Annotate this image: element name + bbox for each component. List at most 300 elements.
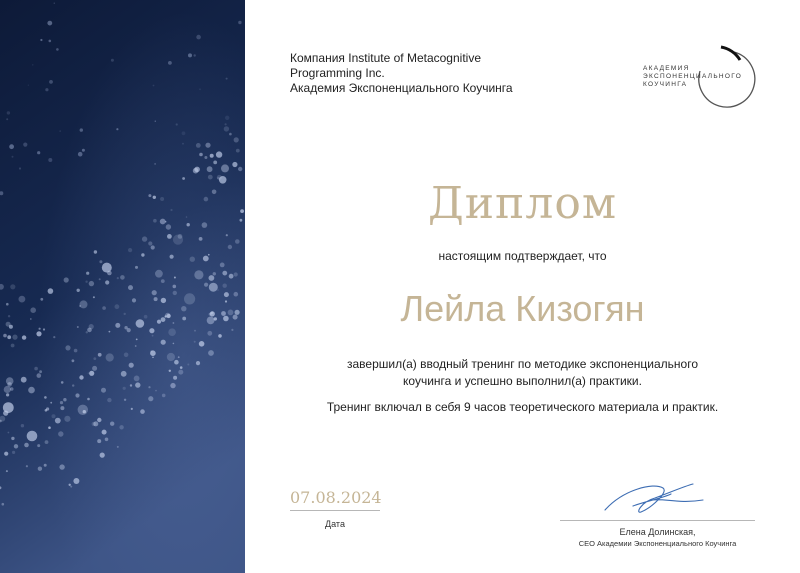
bokeh-dot xyxy=(238,21,241,24)
bokeh-dot xyxy=(127,328,131,332)
bokeh-dot xyxy=(6,470,8,472)
completion-statement: завершил(а) вводный тренинг по методике экспоненциального коучинга и успешно выполнил(а) практики. xyxy=(346,357,699,388)
bokeh-dot xyxy=(182,177,185,180)
bokeh-dot xyxy=(199,237,203,241)
bokeh-dot xyxy=(99,278,101,280)
logo-line: АКАДЕМИЯ xyxy=(643,65,690,72)
bokeh-dot xyxy=(199,153,203,157)
bokeh-dot xyxy=(240,219,243,222)
bokeh-dot xyxy=(238,167,242,171)
bokeh-dot xyxy=(11,437,14,440)
bokeh-dot xyxy=(161,298,166,303)
bokeh-dot xyxy=(196,143,201,148)
bokeh-dot xyxy=(209,275,215,281)
bokeh-dot xyxy=(134,376,140,382)
bokeh-dot xyxy=(64,416,70,422)
bokeh-dot xyxy=(93,357,96,360)
bokeh-dot xyxy=(111,59,114,62)
bokeh-dot xyxy=(77,289,80,292)
bokeh-dot xyxy=(9,325,13,329)
bokeh-dot xyxy=(223,316,229,322)
bokeh-dot xyxy=(225,116,229,120)
bokeh-dot xyxy=(102,263,112,273)
bokeh-dot xyxy=(129,363,134,368)
bokeh-dot xyxy=(102,306,106,310)
bokeh-dot xyxy=(167,314,171,318)
bokeh-dot xyxy=(167,353,175,361)
bokeh-dot xyxy=(89,371,94,376)
issuer-line: Компания Institute of Metacognitive xyxy=(290,51,481,65)
bokeh-dot xyxy=(144,315,148,319)
bokeh-dot xyxy=(27,431,38,442)
bokeh-dot xyxy=(72,359,75,362)
bokeh-dot xyxy=(83,410,86,413)
bokeh-dot xyxy=(99,260,102,263)
bokeh-dot xyxy=(132,298,136,302)
bokeh-dot xyxy=(173,343,175,345)
bokeh-dot xyxy=(82,149,85,152)
bokeh-dot xyxy=(204,197,209,202)
bokeh-dot xyxy=(205,143,210,148)
bokeh-dot xyxy=(6,393,9,396)
bokeh-dot xyxy=(184,293,195,304)
bokeh-dot xyxy=(207,317,215,325)
bokeh-dot xyxy=(153,219,157,223)
bokeh-dot xyxy=(48,288,54,294)
bokeh-dot xyxy=(169,370,171,372)
bokeh-dot xyxy=(9,144,14,149)
bokeh-dot xyxy=(115,323,120,328)
bokeh-dot xyxy=(194,341,196,343)
bokeh-dot xyxy=(140,409,145,414)
bokeh-dot xyxy=(231,329,233,331)
logo-wordmark xyxy=(643,65,742,89)
bokeh-dot xyxy=(52,414,56,418)
bokeh-dot xyxy=(4,386,11,393)
bokeh-dot xyxy=(222,271,227,276)
bokeh-dot xyxy=(174,277,176,279)
bokeh-dot xyxy=(141,253,144,256)
bokeh-dot xyxy=(173,322,175,324)
date-underline xyxy=(290,510,380,511)
bokeh-dot xyxy=(149,328,154,333)
bokeh-dot xyxy=(26,465,28,467)
bokeh-dot xyxy=(178,356,180,358)
bokeh-dot xyxy=(211,312,214,315)
bokeh-dot xyxy=(221,164,229,172)
bokeh-dot xyxy=(106,353,114,361)
bokeh-dot xyxy=(173,285,177,289)
bokeh-dot xyxy=(93,296,95,298)
bokeh-dot xyxy=(74,349,78,353)
bokeh-dot xyxy=(207,166,213,172)
logo-line: КОУЧИНГА xyxy=(643,81,688,88)
bokeh-dot xyxy=(54,3,55,4)
bokeh-dot xyxy=(80,128,83,131)
bokeh-dot xyxy=(100,453,105,458)
bokeh-dot xyxy=(110,422,114,426)
bokeh-dot xyxy=(136,319,145,328)
bokeh-dot xyxy=(176,123,178,125)
bokeh-dot xyxy=(69,484,71,486)
bokeh-dot xyxy=(121,371,127,377)
bokeh-dot xyxy=(117,446,119,448)
bokeh-dot xyxy=(212,190,217,195)
bokeh-dot xyxy=(28,85,29,86)
bokeh-dot xyxy=(178,370,183,375)
bokeh-dot xyxy=(170,209,172,211)
bokeh-dot xyxy=(160,197,164,201)
bokeh-dot xyxy=(221,311,226,316)
decorative-bokeh-panel xyxy=(0,0,245,573)
bokeh-dot xyxy=(30,307,36,313)
bokeh-dot xyxy=(161,317,166,322)
bokeh-dot xyxy=(7,432,9,434)
bokeh-dot xyxy=(180,366,183,369)
issue-date: 07.08.2024 xyxy=(290,488,382,507)
bokeh-dot xyxy=(174,360,179,365)
bokeh-dot xyxy=(170,383,175,388)
bokeh-dot xyxy=(153,85,155,87)
bokeh-dot xyxy=(165,315,167,317)
bokeh-dot xyxy=(152,357,154,359)
bokeh-dot xyxy=(232,162,237,167)
bokeh-dot xyxy=(142,236,147,241)
bokeh-dot xyxy=(40,298,43,301)
bokeh-dot xyxy=(130,384,132,386)
bokeh-dot xyxy=(229,274,234,279)
bokeh-dot xyxy=(168,61,172,65)
bokeh-dot xyxy=(80,300,88,308)
bokeh-dot xyxy=(240,209,244,213)
bokeh-dot xyxy=(6,303,9,306)
bokeh-dot xyxy=(48,158,52,162)
bokeh-dot xyxy=(208,254,210,256)
bokeh-dot xyxy=(63,398,66,401)
bokeh-dot xyxy=(39,328,41,330)
bokeh-dot xyxy=(148,386,150,388)
bokeh-dot xyxy=(30,318,32,320)
bokeh-dot xyxy=(47,21,52,26)
bokeh-dot xyxy=(224,292,229,297)
bokeh-dot xyxy=(196,35,201,40)
bokeh-dot xyxy=(199,341,205,347)
bokeh-dot xyxy=(70,486,72,488)
bokeh-dot xyxy=(24,443,29,448)
bokeh-dot xyxy=(150,350,152,352)
bokeh-dot xyxy=(136,339,138,341)
bokeh-dot xyxy=(85,281,87,283)
signature-underline xyxy=(560,520,755,521)
bokeh-dot xyxy=(21,424,24,427)
bokeh-dot xyxy=(48,426,51,429)
bokeh-dot xyxy=(182,131,186,135)
bokeh-dot xyxy=(187,364,189,366)
bokeh-dot xyxy=(37,151,40,154)
bokeh-dot xyxy=(204,283,208,287)
bokeh-dot xyxy=(213,272,216,275)
bokeh-dot xyxy=(199,88,201,90)
bokeh-dot xyxy=(135,345,137,347)
bokeh-dot xyxy=(86,272,89,275)
bokeh-dot xyxy=(135,382,140,387)
bokeh-dot xyxy=(161,279,165,283)
bokeh-dot xyxy=(105,438,109,442)
bokeh-dot xyxy=(152,335,154,337)
bokeh-dot xyxy=(190,257,195,262)
bokeh-dot xyxy=(107,398,111,402)
bokeh-dot xyxy=(124,399,126,401)
bokeh-dot xyxy=(160,219,166,225)
bokeh-dot xyxy=(43,328,45,330)
bokeh-dot xyxy=(165,221,167,223)
issuer-line: Академия Экспоненциального Коучинга xyxy=(290,81,513,95)
bokeh-dot xyxy=(46,407,49,410)
bokeh-dot xyxy=(217,289,219,291)
bokeh-dot xyxy=(186,216,188,218)
bokeh-dot xyxy=(204,156,207,159)
bokeh-dot xyxy=(226,234,228,236)
bokeh-dot xyxy=(131,408,133,410)
bokeh-dot xyxy=(128,248,132,252)
bokeh-dot xyxy=(148,241,152,245)
bokeh-dot xyxy=(233,315,238,320)
bokeh-dot xyxy=(19,167,21,169)
bokeh-dot xyxy=(224,126,229,131)
bokeh-dot xyxy=(23,143,27,147)
certificate-content xyxy=(245,0,800,573)
bokeh-dot xyxy=(153,196,156,199)
bokeh-dot xyxy=(148,396,153,401)
bokeh-dot xyxy=(124,353,129,358)
bokeh-dot xyxy=(208,350,214,356)
signature-block xyxy=(560,478,755,548)
bokeh-dot xyxy=(154,163,156,165)
bokeh-dot xyxy=(4,452,8,456)
bokeh-dot xyxy=(6,118,8,120)
bokeh-dot xyxy=(154,297,158,301)
bokeh-dot xyxy=(120,275,125,280)
bokeh-dot xyxy=(97,439,101,443)
bokeh-dot xyxy=(21,377,27,383)
bokeh-background xyxy=(0,0,245,573)
handwritten-signature xyxy=(593,478,723,518)
bokeh-dot xyxy=(45,440,49,444)
bokeh-dot xyxy=(235,239,240,244)
bokeh-dot xyxy=(93,421,98,426)
bokeh-dot xyxy=(234,272,238,276)
training-hours-statement: Тренинг включал в себя 9 часов теоретического материала и практик. xyxy=(326,400,719,414)
bokeh-dot xyxy=(213,161,217,165)
bokeh-dot xyxy=(196,361,200,365)
bokeh-dot xyxy=(218,334,222,338)
bokeh-dot xyxy=(50,402,52,404)
bokeh-dot xyxy=(151,245,155,249)
recipient-name: Лейла Кизогян xyxy=(400,288,645,329)
issuer-block xyxy=(290,51,513,96)
certificate-body xyxy=(325,356,720,416)
bokeh-dot xyxy=(155,121,156,122)
bokeh-dot xyxy=(216,151,222,157)
bokeh-dot xyxy=(167,234,172,239)
bokeh-dot xyxy=(155,270,163,278)
bokeh-dot xyxy=(22,335,26,339)
confirmation-text: настоящим подтверждает, что xyxy=(438,249,607,263)
bokeh-dot xyxy=(10,284,15,289)
bokeh-dot xyxy=(72,384,74,386)
bokeh-dot xyxy=(173,291,177,295)
bokeh-dot xyxy=(181,306,186,311)
bokeh-dot xyxy=(157,320,161,324)
bokeh-dot xyxy=(44,464,47,467)
date-block xyxy=(290,488,380,529)
bokeh-dot xyxy=(6,377,14,385)
bokeh-dot xyxy=(225,300,227,302)
bokeh-dot xyxy=(203,256,209,262)
bokeh-dot xyxy=(38,467,42,471)
bokeh-dot xyxy=(162,394,166,398)
bokeh-dot xyxy=(234,137,239,142)
bokeh-dot xyxy=(12,335,17,340)
bokeh-dot xyxy=(234,292,239,297)
bokeh-dot xyxy=(3,334,7,338)
bokeh-dot xyxy=(182,317,186,321)
bokeh-dot xyxy=(64,277,69,282)
bokeh-dot xyxy=(209,283,218,292)
bokeh-dot xyxy=(73,478,79,484)
bokeh-dot xyxy=(79,375,83,379)
certificate-title: Диплом xyxy=(427,178,618,229)
bokeh-dot xyxy=(8,315,10,317)
bokeh-dot xyxy=(53,336,55,338)
academy-logo xyxy=(638,40,768,110)
bokeh-dot xyxy=(37,444,40,447)
bokeh-dot xyxy=(223,284,227,288)
bokeh-dot xyxy=(11,344,15,348)
bokeh-dot xyxy=(61,381,64,384)
bokeh-dot xyxy=(173,235,183,245)
bokeh-dot xyxy=(36,331,41,336)
bokeh-dot xyxy=(207,331,212,336)
bokeh-dot xyxy=(58,431,63,436)
bokeh-dot xyxy=(28,387,35,394)
bokeh-dot xyxy=(166,224,171,229)
bokeh-dot xyxy=(109,331,111,333)
bokeh-dot xyxy=(148,194,151,197)
bokeh-dot xyxy=(14,444,18,448)
bokeh-dot xyxy=(40,39,42,41)
bokeh-dot xyxy=(49,40,52,43)
bokeh-dot xyxy=(3,402,14,413)
bokeh-dot xyxy=(65,345,70,350)
bokeh-dot xyxy=(170,255,174,259)
date-label: Дата xyxy=(325,519,345,529)
bokeh-dot xyxy=(87,398,90,401)
bokeh-dot xyxy=(210,154,214,158)
bokeh-dot xyxy=(87,328,92,333)
bokeh-dot xyxy=(236,149,240,153)
bokeh-dot xyxy=(7,335,11,339)
bokeh-dot xyxy=(194,54,196,56)
bokeh-dot xyxy=(86,331,88,333)
bokeh-dot xyxy=(45,88,48,91)
logo-line: ЭКСПОНЕНЦИАЛЬНОГО xyxy=(643,73,743,80)
bokeh-dot xyxy=(115,304,120,309)
bokeh-dot xyxy=(187,223,190,226)
bokeh-dot xyxy=(32,64,33,65)
bokeh-dot xyxy=(229,133,232,136)
bokeh-dot xyxy=(19,296,26,303)
bokeh-dot xyxy=(217,177,219,179)
bokeh-dot xyxy=(98,353,102,357)
bokeh-dot xyxy=(34,367,38,371)
bokeh-dot xyxy=(10,387,14,391)
bokeh-dot xyxy=(59,464,64,469)
signer-name: Елена Долинская, xyxy=(619,527,696,537)
bokeh-dot xyxy=(173,376,177,380)
bokeh-dot xyxy=(56,48,59,51)
bokeh-dot xyxy=(94,250,97,253)
bokeh-dot xyxy=(97,418,101,422)
bokeh-dot xyxy=(182,143,184,145)
bokeh-dot xyxy=(123,387,126,390)
bokeh-dot xyxy=(128,285,133,290)
bokeh-dot xyxy=(78,405,88,415)
bokeh-dot xyxy=(119,425,123,429)
bokeh-dot xyxy=(37,373,42,378)
bokeh-dot xyxy=(105,280,109,284)
bokeh-dot xyxy=(44,396,47,399)
bokeh-dot xyxy=(60,401,63,404)
bokeh-dot xyxy=(49,80,53,84)
bokeh-dot xyxy=(101,388,106,393)
bokeh-dot xyxy=(124,313,126,315)
bokeh-dot xyxy=(228,310,234,316)
bokeh-dot xyxy=(39,370,42,373)
bokeh-dot xyxy=(194,330,196,332)
bokeh-dot xyxy=(161,340,166,345)
bokeh-dot xyxy=(135,266,138,269)
bokeh-dot xyxy=(2,503,5,506)
issuer-line: Programming Inc. xyxy=(290,66,385,80)
bokeh-dot xyxy=(220,263,225,268)
bokeh-dot xyxy=(225,123,227,125)
bokeh-dot xyxy=(75,393,79,397)
bokeh-dot xyxy=(55,418,61,424)
bokeh-dot xyxy=(78,152,83,157)
bokeh-dot xyxy=(188,53,192,57)
bokeh-dot xyxy=(155,390,157,392)
bokeh-dot xyxy=(88,372,90,374)
bokeh-dot xyxy=(89,281,94,286)
bokeh-dot xyxy=(7,111,10,114)
bokeh-dot xyxy=(102,430,107,435)
bokeh-dot xyxy=(226,78,228,80)
bokeh-dot xyxy=(77,326,79,328)
bokeh-dot xyxy=(152,290,157,295)
signer-title: CEO Академии Экспоненциального Коучинга xyxy=(578,539,737,548)
bokeh-dot xyxy=(194,270,203,279)
bokeh-dot xyxy=(228,245,232,249)
bokeh-dot xyxy=(116,128,118,130)
bokeh-dot xyxy=(59,130,61,132)
bokeh-dot xyxy=(168,328,176,336)
bokeh-dot xyxy=(208,175,213,180)
bokeh-dot xyxy=(194,167,200,173)
bokeh-dot xyxy=(235,310,240,315)
bokeh-dot xyxy=(60,406,64,410)
bokeh-dot xyxy=(92,366,97,371)
